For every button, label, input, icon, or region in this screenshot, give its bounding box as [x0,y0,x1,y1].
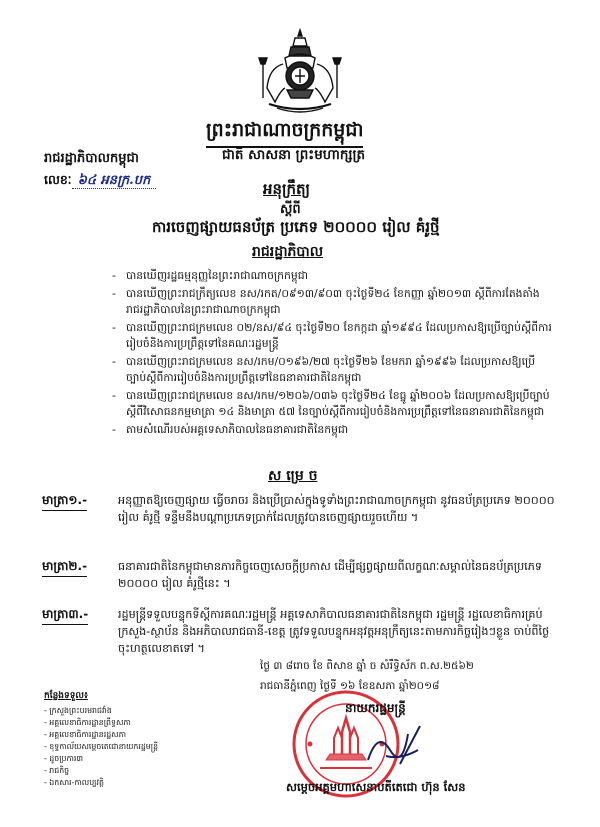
article-label: មាត្រា៣.- [42,606,88,625]
recipient-item: - រាជកិច្ច [44,765,204,777]
document-about: ស្តីពី [280,202,301,217]
place-and-date: រាជធានីភ្នំពេញ ថ្ងៃទី ១៦ ខែឧសភា ឆ្នាំ២០១៨ [260,680,440,692]
royal-coat-of-arms-icon [255,28,345,116]
recipient-item: - ខុទ្ទកាល័យសម្តេចតេជោនាយករដ្ឋមន្ត្រី [44,741,204,753]
recipient-item: - ក្រសួងព្រះបរមរាជវាំង [44,705,204,717]
article-text: រដ្ឋមន្ត្រីទទួលបន្ទុកទីស្តីការគណៈរដ្ឋមន្ត្រី អគ្គទេសាភិបាលធនាគារជាតិនៃកម្ពុជា រដ្ឋមន្ត្រី រដ្ឋលេខាធិការគ្រប់ក្រសួង-ស្ថាប័ន និងអភិបាលរាជធានី-ខេត្ត ត្រូវទទួលបន្ទុកអនុវត្តអនុក្រឹត្យនេះតាមភារកិច្ចរៀងៗខ្លួន ចាប់ពីថ្ងៃចុះហត្ថលេខាតទៅ ។ [118,608,550,655]
article-label: មាត្រា១.- [42,492,87,511]
basis-item: - បានឃើញព្រះរាជក្រឹត្យលេខ នស/រកត/០៩១៣/៩០៣ ចុះថ្ងៃទី២៤ ខែកញ្ញា ឆ្នាំ២០១៣ ស្តីពីការតែងតាំងរាជរដ្ឋាភិបាលនៃព្រះរាជាណាចក្រកម្ពុជា [112,286,552,318]
recipient-item: - ឯកសារ-កាលប្បវត្តិ [44,777,204,789]
recipients-block [44,690,204,789]
basis-item: - បានឃើញរដ្ឋធម្មនុញ្ញនៃព្រះរាជាណាចក្រកម្ពុជា [112,268,552,284]
authority-heading: រាជរដ្ឋាភិបាល [252,244,324,260]
article-3 [42,606,562,666]
recipient-item: - អគ្គលេខាធិការដ្ឋានរដ្ឋសភា [44,729,204,741]
recipient-item: - អគ្គលេខាធិការដ្ឋានព្រឹទ្ធសភា [44,717,204,729]
article-text: ធនាគារជាតិនៃកម្ពុជាមានភារកិច្ចចេញសេចក្តីប្រកាស ដើម្បីផ្សព្វផ្សាយពីលក្ខណៈសម្គាល់នៃធនប័ត្រប្រភេទ ២០០០០ រៀល គំរូថ្មីនេះ ។ [118,560,542,590]
legal-basis-list [112,268,552,440]
basis-item: - បានឃើញព្រះរាជក្រមលេខ ០២/នស/៩៤ ចុះថ្ងៃទី២០ ខែកក្កដា ឆ្នាំ១៩៩៤ ដែលប្រកាសឱ្យប្រើច្បាប់ស្តីពីការរៀបចំនិងការប្រព្រឹត្តទៅនៃគណៈរដ្ឋមន្ត្រី [112,320,552,352]
document-subject: ការចេញផ្សាយធនប័ត្រ ប្រភេទ ២០០០០ រៀល គំរូថ្មី [152,218,440,236]
document-number [44,172,156,191]
article-label: មាត្រា២.- [42,558,87,577]
document-number-value: ៦៤ អនក្រ.បក [72,173,157,189]
article-2 [42,558,562,602]
national-motto: ជាតិ សាសនា ព្រះមហាក្សត្រ [222,147,366,163]
basis-item: - តាមសំណើរបស់អគ្គទេសាភិបាលនៃធនាគារជាតិនៃកម្ពុជា [112,422,552,438]
decision-heading: ស ម្រេ ច [268,468,318,484]
recipients-heading: កន្លែងទទួល៖ [44,691,88,701]
basis-item: - បានឃើញព្រះរាជក្រមលេខ នស/រកម/០១៩៦/២៧ ចុះថ្ងៃទី២៦ ខែមករា ឆ្នាំ១៩៩៦ ដែលប្រកាសឱ្យប្រើច្បាប់ស្តីពីការរៀបចំនិងការប្រព្រឹត្តទៅនៃធនាគារជាតិនៃកម្ពុជា [112,354,552,386]
recipient-item: - ដូចប្រការ៣ [44,753,204,765]
signature-icon [360,720,430,770]
kingdom-name: ព្រះរាជាណាចក្រកម្ពុជា [206,118,363,148]
signatory-role: នាយករដ្ឋមន្ត្រី [345,701,406,715]
lunar-date: ថ្ងៃ ៣ ៨រោច ខែ ពិសាខ ឆ្នាំ ច សំរឹទ្ធិស័ក ព.ស.២៥៦២ [260,660,474,672]
basis-item: - បានឃើញព្រះរាជក្រមលេខ នស/រកម/១២០៦/០៣៦ ចុះថ្ងៃទី២៤ ខែធ្នូ ឆ្នាំ២០០៦ ដែលប្រកាសឱ្យប្រើច្បាប់ស្តីពីវិសោធនកម្មមាត្រា ១៤ និងមាត្រា ៥៧ នៃច្បាប់ស្តីពីការរៀបចំនិងការប្រព្រឹត្តទៅនៃធនាគារជាតិនៃកម្ពុជា [112,388,552,420]
document-type: អនុក្រឹត្យ [263,180,311,198]
article-1 [42,492,562,554]
signatory-name: សម្តេចអគ្គមហាសេនាបតីតេជោ ហ៊ុន សែន [286,780,466,794]
article-text: អនុញ្ញាតឱ្យចេញផ្សាយ ធ្វើចរាចរ និងប្រើប្រាស់ក្នុងទូទាំងព្រះរាជាណាចក្រកម្ពុជា នូវធនប័ត្រប្រភេទ ២០០០០ រៀល គំរូថ្មី ទន្ទឹមនឹងបណ្តាប្រភេទប្រាក់ដែលត្រូវបានចេញផ្សាយរួចហើយ ។ [118,494,555,524]
document-number-label: លេខៈ [44,172,72,187]
issuing-authority: រាជរដ្ឋាភិបាលកម្ពុជា [44,151,139,166]
